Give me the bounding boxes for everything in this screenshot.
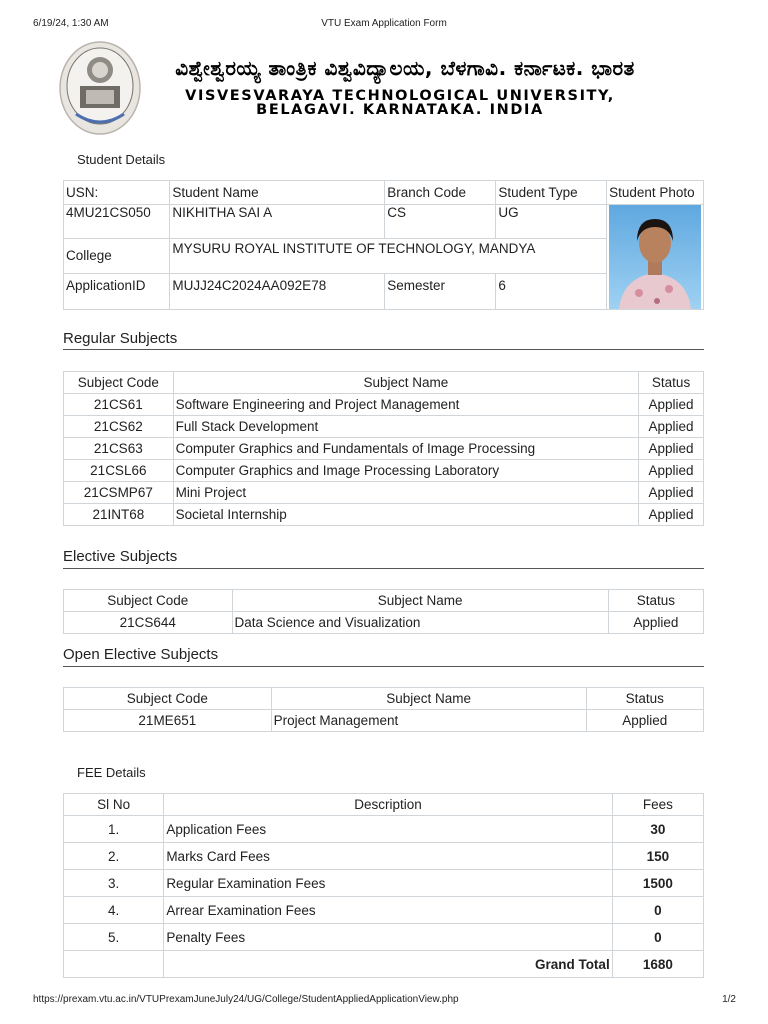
subject-status: Applied bbox=[639, 482, 704, 504]
fee-header-slno: Sl No bbox=[64, 794, 164, 816]
branch-code-value: CS bbox=[385, 205, 496, 239]
branch-code-label: Branch Code bbox=[385, 181, 496, 205]
semester-label: Semester bbox=[385, 273, 496, 309]
regular-header-name: Subject Name bbox=[173, 372, 638, 394]
university-name-line1: VISVESVARAYA TECHNOLOGICAL UNIVERSITY, bbox=[185, 88, 615, 104]
regular-subjects-rule bbox=[63, 349, 704, 350]
open-elective-subjects-table bbox=[63, 687, 704, 732]
fee-description: Regular Examination Fees bbox=[164, 870, 612, 897]
subject-status: Applied bbox=[586, 710, 703, 732]
elective-header-code: Subject Code bbox=[64, 590, 233, 612]
table-row bbox=[64, 416, 704, 438]
subject-name: Project Management bbox=[271, 710, 586, 732]
open-elective-header-status: Status bbox=[586, 688, 703, 710]
table-row bbox=[64, 897, 704, 924]
regular-header-code: Subject Code bbox=[64, 372, 174, 394]
fee-details-table bbox=[63, 793, 704, 978]
college-label: College bbox=[64, 239, 170, 273]
print-url: https://prexam.vtu.ac.in/VTUPrexamJuneJuly24/UG/College/StudentAppliedApplicationView.php bbox=[33, 994, 459, 1005]
print-datetime: 6/19/24, 1:30 AM bbox=[33, 18, 109, 29]
subject-name: Computer Graphics and Fundamentals of Image Processing bbox=[173, 438, 638, 460]
subject-code: 21CS644 bbox=[64, 612, 233, 634]
subject-name: Computer Graphics and Image Processing Laboratory bbox=[173, 460, 638, 482]
fee-description: Marks Card Fees bbox=[164, 843, 612, 870]
page-number: 1/2 bbox=[722, 994, 736, 1005]
subject-code: 21CS62 bbox=[64, 416, 174, 438]
subject-code: 21CSL66 bbox=[64, 460, 174, 482]
fee-header-description: Description bbox=[164, 794, 612, 816]
regular-subjects-table bbox=[63, 371, 704, 526]
elective-header-status: Status bbox=[608, 590, 703, 612]
subject-name: Full Stack Development bbox=[173, 416, 638, 438]
subject-code: 21INT68 bbox=[64, 504, 174, 526]
table-row bbox=[64, 612, 704, 634]
subject-code: 21ME651 bbox=[64, 710, 272, 732]
fee-header-fees: Fees bbox=[612, 794, 703, 816]
elective-subjects-table bbox=[63, 589, 704, 634]
semester-value: 6 bbox=[496, 273, 607, 309]
fee-amount: 0 bbox=[612, 897, 703, 924]
subject-status: Applied bbox=[639, 504, 704, 526]
fee-description: Penalty Fees bbox=[164, 924, 612, 951]
subject-status: Applied bbox=[639, 416, 704, 438]
subject-name: Data Science and Visualization bbox=[232, 612, 608, 634]
university-logo bbox=[58, 40, 142, 136]
subject-status: Applied bbox=[639, 460, 704, 482]
subject-code: 21CS61 bbox=[64, 394, 174, 416]
table-row bbox=[64, 460, 704, 482]
table-row bbox=[64, 816, 704, 843]
open-elective-header-name: Subject Name bbox=[271, 688, 586, 710]
student-name-value: NIKHITHA SAI A bbox=[170, 205, 385, 239]
college-value: MYSURU ROYAL INSTITUTE OF TECHNOLOGY, MANDYA bbox=[170, 239, 607, 273]
grand-total-value: 1680 bbox=[612, 951, 703, 978]
elective-subjects-rule bbox=[63, 568, 704, 569]
grand-total-label: Grand Total bbox=[164, 951, 612, 978]
student-photo-cell bbox=[607, 205, 704, 310]
student-type-label: Student Type bbox=[496, 181, 607, 205]
table-row bbox=[64, 482, 704, 504]
fee-details-title: FEE Details bbox=[77, 765, 146, 780]
student-details-table bbox=[63, 180, 704, 310]
fee-slno: 5. bbox=[64, 924, 164, 951]
subject-name: Software Engineering and Project Management bbox=[173, 394, 638, 416]
open-elective-subjects-title: Open Elective Subjects bbox=[63, 646, 219, 663]
fee-amount: 150 bbox=[612, 843, 703, 870]
regular-header-status: Status bbox=[639, 372, 704, 394]
table-row bbox=[64, 394, 704, 416]
open-elective-subjects-rule bbox=[63, 666, 704, 667]
grand-total-blank bbox=[64, 951, 164, 978]
fee-amount: 1500 bbox=[612, 870, 703, 897]
table-row bbox=[64, 504, 704, 526]
student-name-label: Student Name bbox=[170, 181, 385, 205]
fee-slno: 3. bbox=[64, 870, 164, 897]
fee-slno: 4. bbox=[64, 897, 164, 924]
regular-subjects-title: Regular Subjects bbox=[63, 330, 178, 347]
subject-status: Applied bbox=[639, 438, 704, 460]
student-details-title: Student Details bbox=[77, 152, 166, 167]
fee-amount: 30 bbox=[612, 816, 703, 843]
usn-label: USN: bbox=[64, 181, 170, 205]
fee-amount: 0 bbox=[612, 924, 703, 951]
student-photo-label: Student Photo bbox=[607, 181, 704, 205]
table-row bbox=[64, 710, 704, 732]
fee-description: Arrear Examination Fees bbox=[164, 897, 612, 924]
application-id-value: MUJJ24C2024AA092E78 bbox=[170, 273, 385, 309]
elective-subjects-title: Elective Subjects bbox=[63, 548, 178, 565]
print-title: VTU Exam Application Form bbox=[321, 18, 447, 29]
university-name-kannada: ವಿಶ್ವೇಶ್ವರಯ್ಯ ತಾಂತ್ರಿಕ ವಿಶ್ವವಿದ್ಯಾಲಯ, ಬೆಳಗಾವಿ. ಕರ್ನಾಟಕ. ಭಾರತ bbox=[175, 56, 635, 80]
subject-status: Applied bbox=[639, 394, 704, 416]
university-name-line2: BELAGAVI. KARNATAKA. INDIA bbox=[256, 102, 544, 118]
fee-description: Application Fees bbox=[164, 816, 612, 843]
student-photo bbox=[609, 205, 701, 309]
application-id-label: ApplicationID bbox=[64, 273, 170, 309]
elective-header-name: Subject Name bbox=[232, 590, 608, 612]
grand-total-row bbox=[64, 951, 704, 978]
subject-name: Mini Project bbox=[173, 482, 638, 504]
subject-code: 21CSMP67 bbox=[64, 482, 174, 504]
usn-value: 4MU21CS050 bbox=[64, 205, 170, 239]
table-row bbox=[64, 870, 704, 897]
subject-code: 21CS63 bbox=[64, 438, 174, 460]
subject-status: Applied bbox=[608, 612, 703, 634]
fee-slno: 2. bbox=[64, 843, 164, 870]
open-elective-header-code: Subject Code bbox=[64, 688, 272, 710]
table-row bbox=[64, 924, 704, 951]
subject-name: Societal Internship bbox=[173, 504, 638, 526]
table-row bbox=[64, 843, 704, 870]
student-type-value: UG bbox=[496, 205, 607, 239]
table-row bbox=[64, 438, 704, 460]
fee-slno: 1. bbox=[64, 816, 164, 843]
